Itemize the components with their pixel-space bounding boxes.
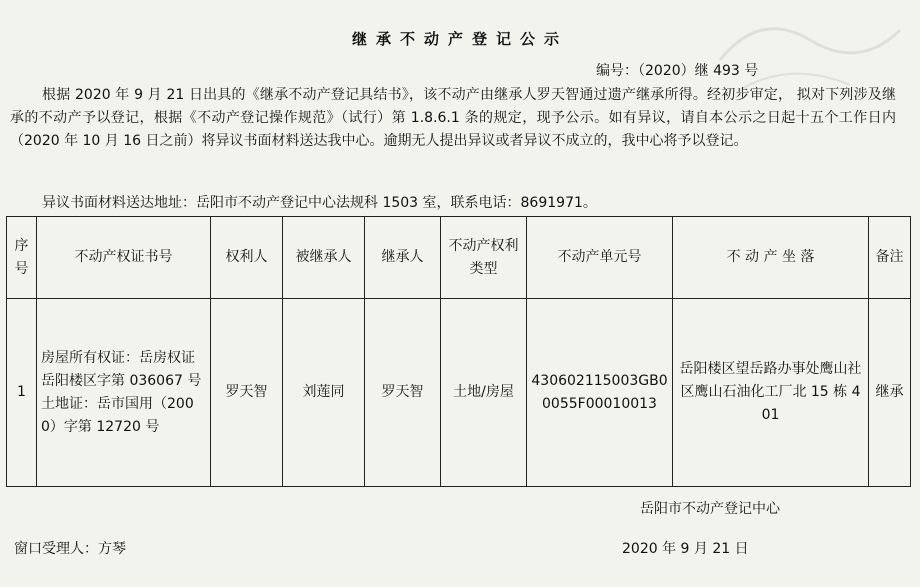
window-receiver: 窗口受理人：方琴 bbox=[14, 541, 126, 557]
header-decedent: 被继承人 bbox=[283, 217, 365, 299]
header-location: 不 动 产 坐 落 bbox=[673, 217, 869, 299]
signature-organization: 岳阳市不动产登记中心 bbox=[640, 501, 780, 517]
page-title: 继承不动产登记公示 bbox=[351, 30, 568, 48]
header-owner: 权利人 bbox=[211, 217, 283, 299]
header-heir: 继承人 bbox=[365, 217, 441, 299]
cell-decedent: 刘莲同 bbox=[283, 299, 365, 487]
header-right-type: 不动产权利类型 bbox=[441, 217, 527, 299]
header-cert: 不动产权证书号 bbox=[37, 217, 211, 299]
signature-date: 2020 年 9 月 21 日 bbox=[622, 541, 749, 557]
table-header-row bbox=[7, 217, 911, 299]
cell-right-type: 土地/房屋 bbox=[441, 299, 527, 487]
cell-unit-no: 430602115003GB00055F00010013 bbox=[527, 299, 673, 487]
cell-cert: 房屋所有权证：岳房权证岳阳楼区字第 036067 号 土地证：岳市国用（2000）字第 12720 号 bbox=[37, 299, 211, 487]
property-table bbox=[6, 216, 911, 487]
cell-owner: 罗天智 bbox=[211, 299, 283, 487]
header-remark: 备注 bbox=[869, 217, 911, 299]
cell-location: 岳阳楼区望岳路办事处鹰山社区鹰山石油化工厂北 15 栋 401 bbox=[673, 299, 869, 487]
objection-address: 异议书面材料送达地址：岳阳市不动产登记中心法规科 1503 室，联系电话：8691971。 bbox=[42, 195, 597, 211]
header-unit-no: 不动产单元号 bbox=[527, 217, 673, 299]
table-row bbox=[7, 299, 911, 487]
header-seq: 序号 bbox=[7, 217, 37, 299]
cell-heir: 罗天智 bbox=[365, 299, 441, 487]
cell-seq: 1 bbox=[7, 299, 37, 487]
document-number: 编号：（2020）继 493 号 bbox=[596, 63, 759, 79]
cell-remark: 继承 bbox=[869, 299, 911, 487]
notice-paragraph: 根据 2020 年 9 月 21 日出具的《继承不动产登记具结书》，该不动产由继承人罗天智通过遗产继承所得。经初步审定， 拟对下列涉及继承的不动产予以登记，根据《不动产登记操作规范》（试行）第 1.8.6.1 条的规定，现予公示。如有异议，请自本公示之日起十五个工作日内（2020 年 10 月 16 日之前）将异议书面材料送达我中心。逾期无人提出异议或者异议不成立的，我中心将予以登记。 bbox=[10, 87, 896, 149]
